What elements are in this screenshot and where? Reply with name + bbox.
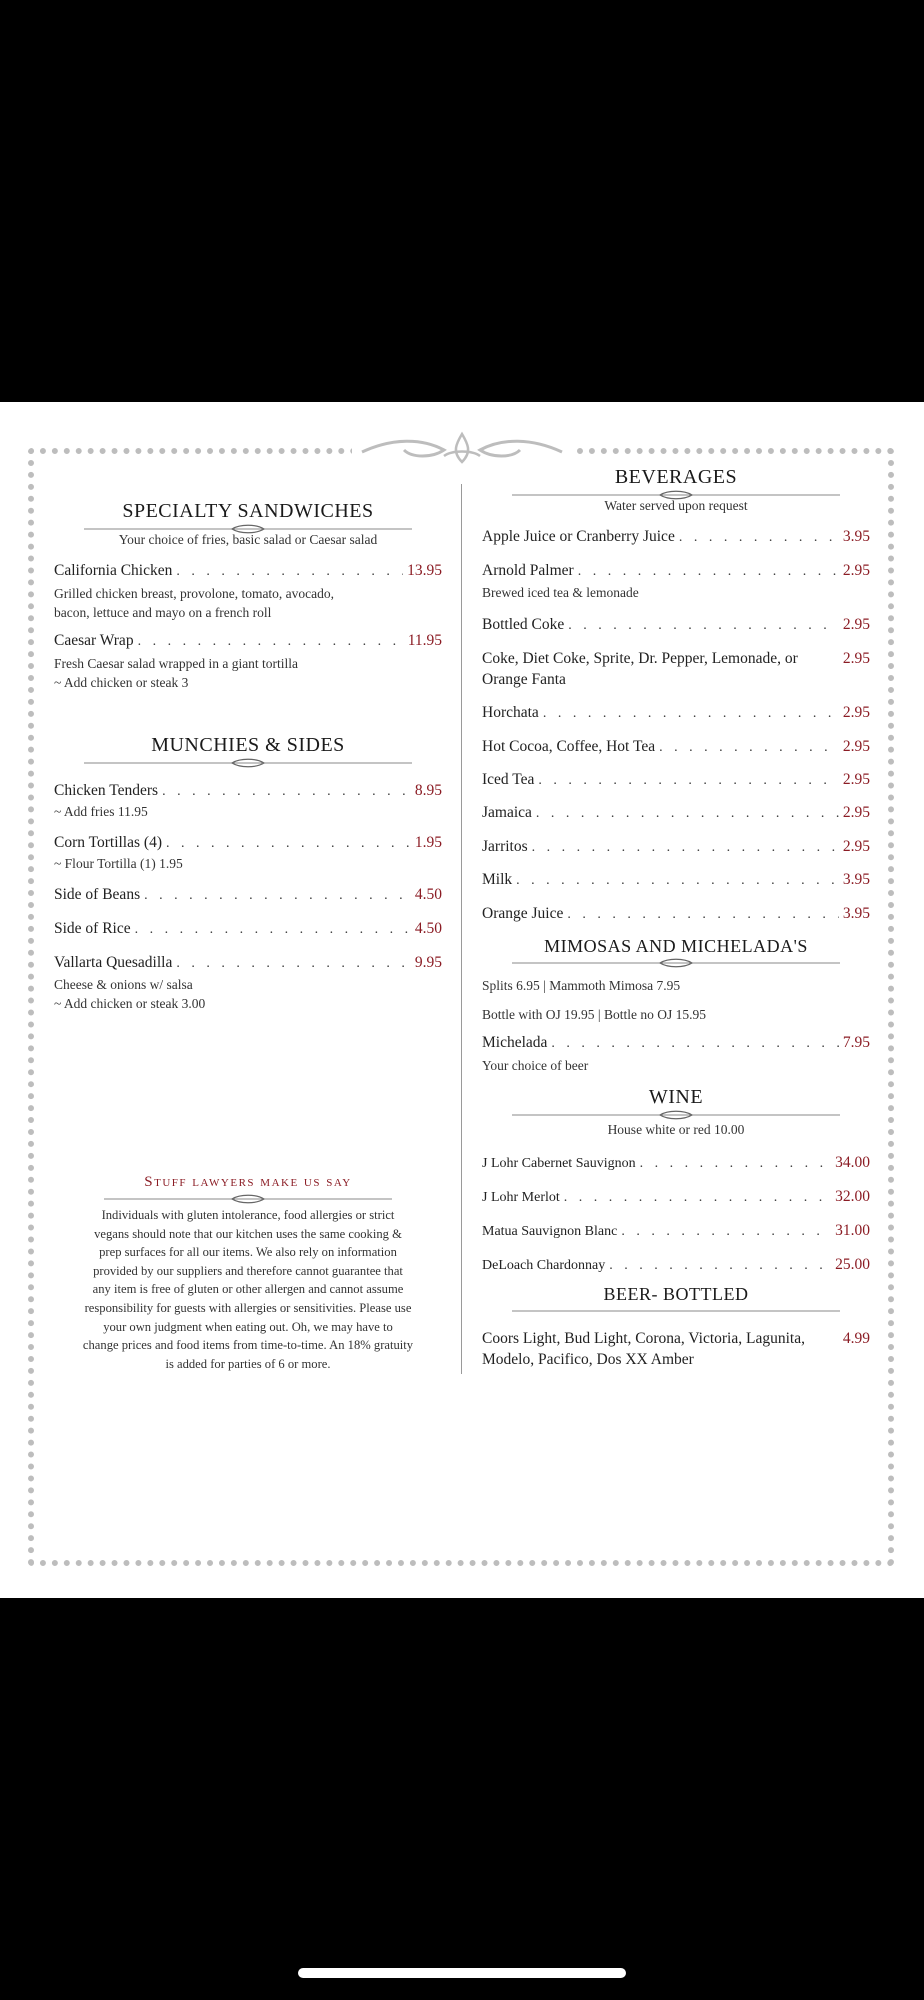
item-price: 2.95	[842, 616, 870, 633]
wine-subtitle: House white or red 10.00	[607, 1122, 745, 1137]
menu-item-side-of-rice	[54, 920, 442, 938]
dot-leader	[543, 706, 839, 722]
legal-notice-title: Stuff lawyers make us say	[144, 1174, 352, 1190]
title-divider-ornament	[54, 1194, 442, 1204]
item-name: Jarritos	[482, 838, 528, 855]
section-title-mimosas: MIMOSAS AND MICHELADA'S	[544, 936, 808, 956]
item-description: Your choice of beer	[482, 1058, 589, 1073]
item-name: Bottled Coke	[482, 616, 565, 633]
item-price: 2.95	[842, 804, 870, 821]
item-name: DeLoach Chardonnay	[482, 1258, 606, 1273]
dot-leader	[621, 1224, 831, 1240]
item-name: Vallarta Quesadilla	[54, 954, 173, 971]
item-price: 31.00	[835, 1222, 870, 1239]
item-description: ~ Flour Tortilla (1) 1.95	[54, 856, 183, 871]
item-name-line: Modelo, Pacifico, Dos XX Amber	[482, 1351, 694, 1368]
item-price: 3.95	[842, 905, 870, 922]
item-name-line: Coors Light, Bud Light, Corona, Victoria, Lagunita,	[482, 1330, 805, 1347]
dot-leader	[138, 634, 404, 650]
item-price: 32.00	[835, 1188, 870, 1205]
legal-notice-line: vegans should note that our kitchen uses the same cooking &	[94, 1226, 402, 1241]
item-price: 8.95	[414, 782, 442, 799]
item-name: Horchata	[482, 704, 539, 721]
item-price: 4.50	[414, 920, 442, 937]
beverages-subtitle: Water served upon request	[604, 498, 748, 513]
section-title-munchies-sides: MUNCHIES & SIDES	[151, 734, 345, 756]
sandwiches-subtitle: Your choice of fries, basic salad or Caesar salad	[118, 532, 378, 547]
menu-item-cabernet	[482, 1154, 870, 1172]
menu-item-michelada	[482, 1034, 870, 1052]
menu-item-apple-juice	[482, 528, 870, 546]
item-name: Michelada	[482, 1034, 548, 1051]
legal-notice-line: any item is free of gluten or other allergen and cannot assume	[92, 1282, 404, 1297]
menu-item-orange-juice	[482, 905, 870, 923]
item-price: 25.00	[835, 1256, 870, 1273]
item-price: 2.95	[842, 771, 870, 788]
menu-item-iced-tea	[482, 771, 870, 789]
section-title-beer-bottled: BEER- BOTTLED	[603, 1284, 749, 1304]
item-name: J Lohr Cabernet Sauvignon	[482, 1156, 636, 1171]
title-divider-ornament	[54, 758, 442, 768]
item-price: 2.95	[842, 838, 870, 855]
dot-leader	[536, 806, 839, 822]
item-description: Brewed iced tea & lemonade	[482, 585, 639, 600]
dot-leader	[567, 907, 839, 923]
item-price: 2.95	[842, 704, 870, 721]
legal-notice-line: is added for parties of 6 or more.	[165, 1356, 331, 1371]
title-divider-ornament	[482, 958, 870, 968]
item-price: 7.95	[842, 1034, 870, 1051]
item-name: Side of Rice	[54, 920, 131, 937]
menu-item-jarritos	[482, 838, 870, 856]
item-price: 2.95	[842, 738, 870, 755]
item-name: Side of Beans	[54, 886, 141, 903]
mimosa-splits: Splits 6.95 | Mammoth Mimosa 7.95	[482, 978, 681, 993]
item-name: Chicken Tenders	[54, 782, 159, 799]
dot-leader	[166, 836, 411, 852]
legal-notice-line: your own judgment when eating out. Oh, we may have to	[103, 1319, 393, 1334]
item-name: Corn Tortillas (4)	[54, 834, 162, 851]
item-name-line: Orange Fanta	[482, 671, 566, 688]
legal-notice-line: Individuals with gluten intolerance, food allergies or strict	[101, 1208, 395, 1222]
menu-item-merlot	[482, 1188, 870, 1206]
item-price: 4.50	[414, 886, 442, 903]
item-name: Arnold Palmer	[482, 562, 574, 579]
item-name: California Chicken	[54, 562, 173, 579]
item-name	[482, 648, 822, 690]
item-description: Grilled chicken breast, provolone, tomato, avocado,	[54, 586, 335, 601]
item-name: Iced Tea	[482, 771, 535, 788]
item-price: 3.95	[842, 871, 870, 888]
menu-item-side-of-beans	[54, 886, 442, 904]
menu-item-chardonnay	[482, 1256, 870, 1274]
dot-leader	[532, 840, 839, 856]
menu-item-hot-drinks	[482, 738, 870, 756]
section-title-specialty-sandwiches: SPECIALTY SANDWICHES	[122, 500, 374, 522]
dot-leader	[551, 1036, 838, 1052]
item-description: Fresh Caesar salad wrapped in a giant tortilla	[54, 656, 299, 671]
menu-item-caesar-wrap	[54, 632, 442, 650]
dot-leader	[568, 618, 839, 634]
dot-leader	[176, 956, 411, 972]
dot-leader	[538, 773, 838, 789]
item-price: 11.95	[407, 632, 442, 649]
menu-item-horchata	[482, 704, 870, 722]
menu-item-corn-tortillas	[54, 834, 442, 852]
dot-leader	[162, 784, 411, 800]
menu-item-bottled-coke	[482, 616, 870, 634]
mimosa-bottles: Bottle with OJ 19.95 | Bottle no OJ 15.95	[482, 1007, 706, 1022]
dot-leader	[516, 873, 839, 889]
legal-notice-line: provided by our suppliers and therefore cannot guarantee that	[93, 1263, 403, 1278]
menu-item-bottled-beers	[482, 1328, 870, 1370]
dot-leader	[640, 1156, 832, 1172]
item-price: 4.99	[842, 1330, 870, 1347]
legal-notice-line: change prices and food items from time-to-time. An 18% gratuity	[82, 1338, 414, 1353]
item-price: 13.95	[407, 562, 442, 579]
menu-item-california-chicken	[54, 562, 442, 580]
item-description: ~ Add chicken or steak 3	[54, 675, 189, 690]
column-divider	[461, 484, 462, 1374]
dot-leader	[659, 740, 839, 756]
menu-item-chicken-tenders	[54, 782, 442, 800]
dot-leader	[679, 530, 839, 546]
menu-item-sodas	[482, 648, 870, 690]
dot-leader	[609, 1258, 831, 1274]
menu-item-sauvignon-blanc	[482, 1222, 870, 1240]
menu-item-milk	[482, 871, 870, 889]
item-name-line: Coke, Diet Coke, Sprite, Dr. Pepper, Lemonade, or	[482, 650, 798, 667]
menu-item-vallarta-quesadilla	[54, 954, 442, 972]
item-description: ~ Add fries 11.95	[54, 804, 148, 819]
item-name: J Lohr Merlot	[482, 1190, 560, 1205]
legal-notice-line: prep surfaces for all our items. We also rely on information	[99, 1245, 397, 1260]
item-name: Milk	[482, 871, 513, 888]
item-price: 2.95	[842, 562, 870, 579]
menu-item-arnold-palmer	[482, 562, 870, 580]
item-price: 9.95	[414, 954, 442, 971]
dot-leader	[176, 564, 403, 580]
dot-leader	[144, 888, 411, 904]
title-divider-ornament	[482, 1306, 870, 1316]
item-name	[482, 1328, 822, 1370]
item-name: Orange Juice	[482, 905, 564, 922]
item-price: 1.95	[414, 834, 442, 851]
menu-page	[0, 402, 924, 1598]
item-description: ~ Add chicken or steak 3.00	[54, 996, 206, 1011]
legal-notice-text	[54, 1206, 442, 1373]
title-divider-ornament	[482, 1110, 870, 1120]
item-description: bacon, lettuce and mayo on a french roll	[54, 605, 272, 620]
item-name: Apple Juice or Cranberry Juice	[482, 528, 675, 545]
dot-leader	[135, 922, 411, 938]
legal-notice-line: responsibility for guests with allergies or sensitivities. Please use	[84, 1300, 412, 1315]
item-price: 3.95	[842, 528, 870, 545]
section-title-wine: WINE	[648, 1086, 704, 1108]
home-indicator-bar[interactable]	[298, 1968, 626, 1978]
item-name: Hot Cocoa, Coffee, Hot Tea	[482, 738, 656, 755]
dot-leader	[564, 1190, 831, 1206]
item-price: 34.00	[835, 1154, 870, 1171]
dot-leader	[578, 564, 839, 580]
item-name: Jamaica	[482, 804, 532, 821]
item-price: 2.95	[842, 650, 870, 667]
item-name: Matua Sauvignon Blanc	[482, 1224, 618, 1239]
menu-item-jamaica	[482, 804, 870, 822]
section-title-beverages: BEVERAGES	[614, 466, 738, 488]
item-name: Caesar Wrap	[54, 632, 134, 649]
item-description: Cheese & onions w/ salsa	[54, 977, 193, 992]
